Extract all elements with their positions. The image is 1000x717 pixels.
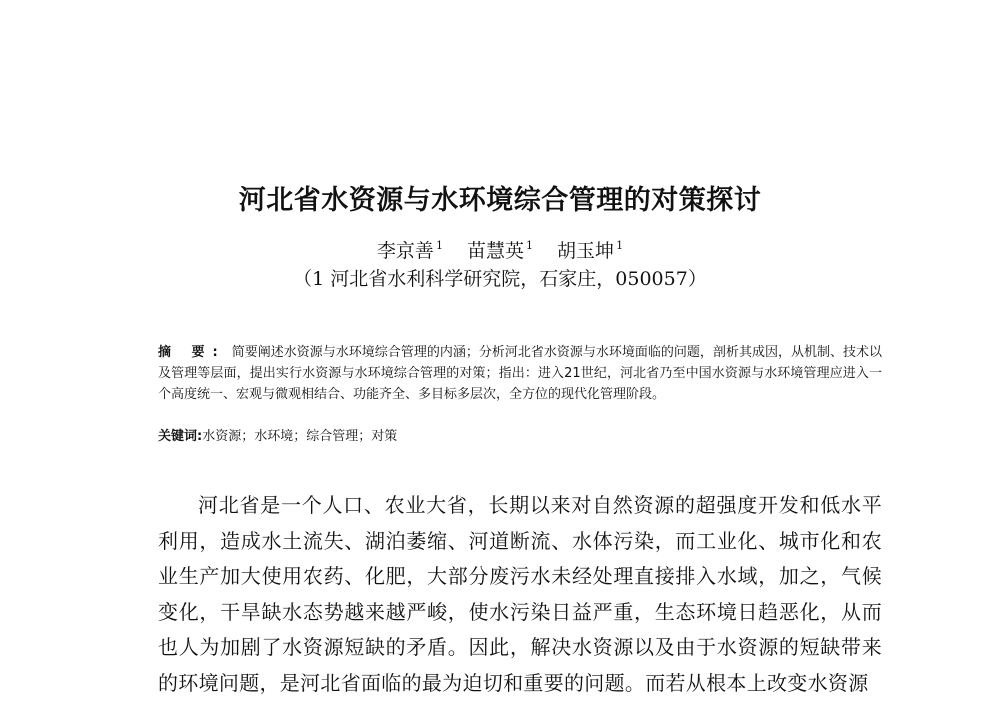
- author-name: 李京善: [376, 240, 434, 262]
- author-list: [0, 236, 1000, 263]
- paper-title: 河北省水资源与水环境综合管理的对策探讨: [238, 185, 762, 216]
- keywords: [158, 426, 882, 447]
- keywords-label: 关键词:: [158, 429, 203, 444]
- affiliation-mark: 1: [616, 239, 624, 252]
- author-1: [377, 236, 443, 263]
- author-name: 苗慧英: [466, 240, 524, 262]
- author-name: 胡玉坤: [557, 240, 615, 262]
- affiliation: （1 河北省水利科学研究院，石家庄，050057）: [293, 268, 707, 290]
- author-2: [467, 236, 533, 263]
- author-3: [557, 236, 623, 263]
- keywords-text: 水资源；水环境；综合管理；对策: [202, 429, 398, 444]
- abstract-text: 简要阐述水资源与水环境综合管理的内涵；分析河北省水资源与水环境面临的问题，剖析其成因，从机制、技术以及管理等层面，提出实行水资源与水环境综合管理的对策；指出：进入21世纪，河北省乃至中国水资源与水环境管理应进入一个高度统一、宏观与微观相结合、功能齐全、多目标多层次，全方位的现代化管理阶段。: [158, 345, 882, 402]
- abstract: [158, 342, 882, 405]
- body-paragraph: 河北省是一个人口、农业大省，长期以来对自然资源的超强度开发和低水平利用，造成水土流失、湖泊萎缩、河道断流、水体污染，而工业化、城市化和农业生产加大使用农药、化肥，大部分废污水未经处理直接排入水域，加之，气候变化，干旱缺水态势越来越严峻，使水污染日益严重，生态环境日趋恶化，从而也人为加剧了水资源短缺的矛盾。因此，解决水资源以及由于水资源的短缺带来的环境问题，是河北省面临的最为迫切和重要的问题。而若从根本上改变水资源: [158, 493, 882, 695]
- abstract-label: 摘 要:: [158, 345, 226, 360]
- affiliation-mark: 1: [526, 239, 533, 252]
- affiliation-mark: 1: [435, 239, 443, 252]
